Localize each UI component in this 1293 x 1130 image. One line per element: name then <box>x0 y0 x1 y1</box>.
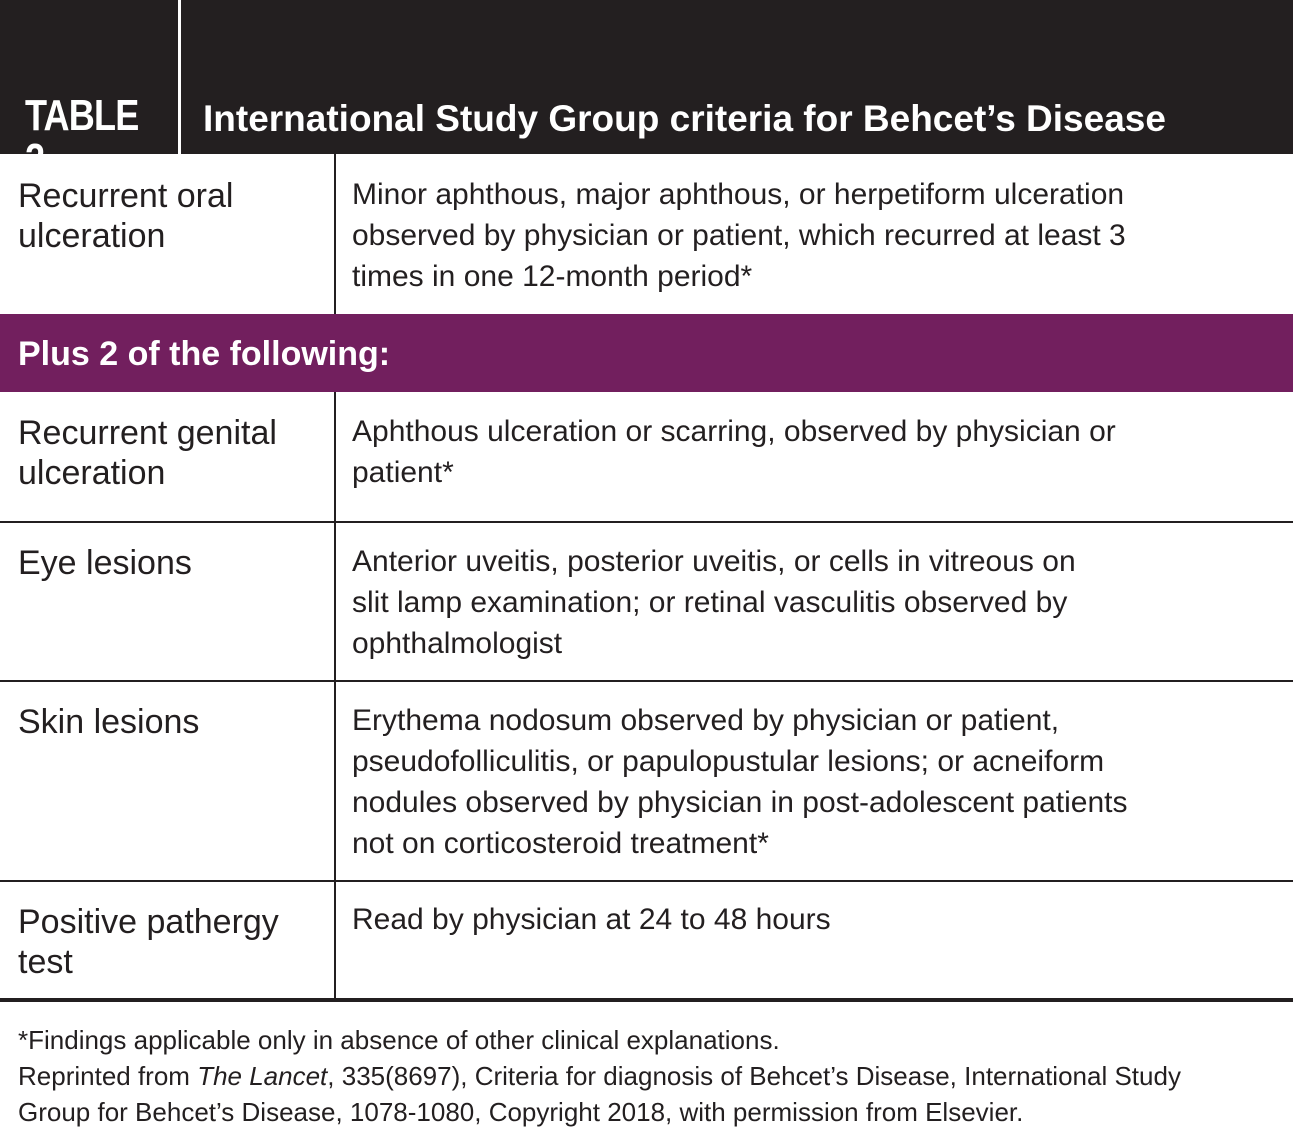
footnote-asterisk-note: *Findings applicable only in absence of other clinical explanations. <box>18 1025 780 1055</box>
table-title: International Study Group criteria for Behcet’s Disease <box>203 98 1166 139</box>
description-text: not on corticosteroid treatment* <box>352 827 769 860</box>
column-divider <box>334 682 336 880</box>
criterion-text: Recurrent oral <box>18 177 234 215</box>
footnote-citation-continued: Group for Behcet’s Disease, 1078-1080, Copyright 2018, with permission from Elsevier. <box>18 1097 1024 1127</box>
table-row-oral-ulceration <box>0 154 1293 314</box>
table-row-eye-lesions <box>0 523 1293 680</box>
table-bottom-rule <box>0 998 1293 1002</box>
criterion-text: Recurrent genital <box>18 414 277 452</box>
criterion-text: test <box>18 943 73 981</box>
column-divider <box>334 882 336 998</box>
description-text: Aphthous ulceration or scarring, observed by physician or <box>352 415 1116 448</box>
section-band <box>0 314 1293 392</box>
citation-prefix: Reprinted from <box>18 1061 198 1091</box>
table-header <box>0 0 1293 184</box>
criterion-text: Eye lesions <box>18 544 192 582</box>
criterion-text: Positive pathergy <box>18 903 279 941</box>
criterion-cell <box>18 902 328 982</box>
table-row-pathergy-test <box>0 882 1293 998</box>
column-divider <box>334 392 336 522</box>
description-text: Minor aphthous, major aphthous, or herpetiform ulceration <box>352 178 1125 211</box>
criterion-cell <box>18 176 328 256</box>
table-row-skin-lesions <box>0 682 1293 880</box>
description-text: pseudofolliculitis, or papulopustular lesions; or acneiform <box>352 745 1105 778</box>
criterion-text: ulceration <box>18 454 166 492</box>
description-text: patient* <box>352 456 454 489</box>
column-divider <box>334 154 336 314</box>
criterion-cell <box>18 543 328 583</box>
criterion-cell <box>18 413 328 493</box>
description-cell <box>352 411 1252 493</box>
description-text: ophthalmologist <box>352 627 563 660</box>
description-cell <box>352 174 1252 297</box>
footnote-citation <box>18 1058 1288 1094</box>
table-row-genital-ulceration <box>0 392 1293 522</box>
description-text: slit lamp examination; or retinal vasculitis observed by <box>352 586 1068 619</box>
description-text: nodules observed by physician in post-adolescent patients <box>352 786 1128 819</box>
description-text: Read by physician at 24 to 48 hours <box>352 903 831 936</box>
column-divider <box>334 523 336 680</box>
description-text: times in one 12-month period* <box>352 260 753 293</box>
table-footnote <box>18 1022 1288 1130</box>
description-cell <box>352 541 1252 664</box>
criterion-cell <box>18 702 328 742</box>
description-text: observed by physician or patient, which recurred at least 3 <box>352 219 1126 252</box>
table-number: TABLE 2 <box>25 91 139 184</box>
citation-details: , 335(8697), Criteria for diagnosis of Behcet’s Disease, International Study <box>327 1061 1181 1091</box>
description-text: Anterior uveitis, posterior uveitis, or cells in vitreous on <box>352 545 1076 578</box>
criterion-text: Skin lesions <box>18 703 200 741</box>
description-text: Erythema nodosum observed by physician or patient, <box>352 704 1060 737</box>
journal-name: The Lancet <box>197 1061 328 1091</box>
description-cell <box>352 700 1252 864</box>
section-band-label: Plus 2 of the following: <box>18 335 391 373</box>
description-cell <box>352 899 1252 940</box>
table-number-cell <box>0 0 181 184</box>
criterion-text: ulceration <box>18 217 166 255</box>
